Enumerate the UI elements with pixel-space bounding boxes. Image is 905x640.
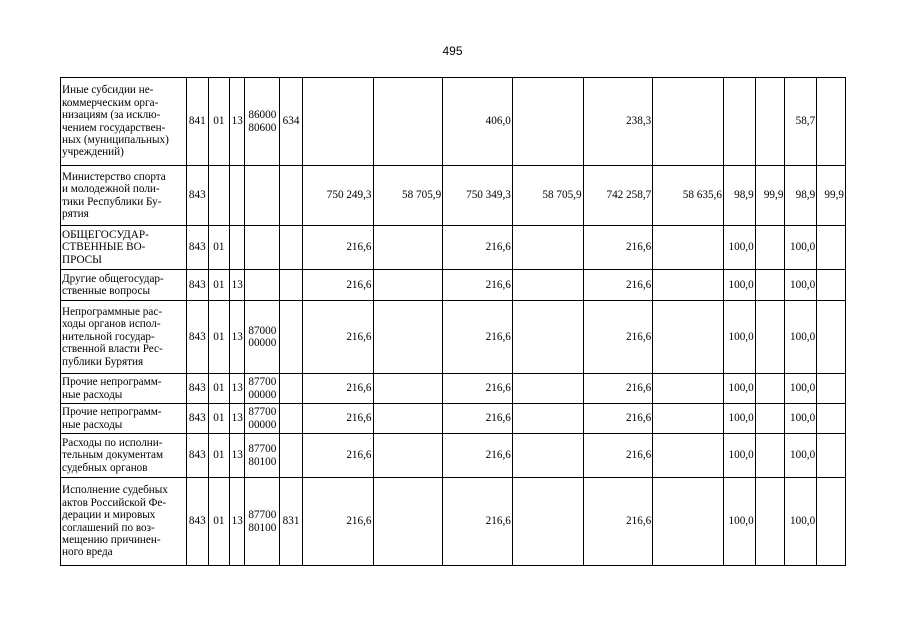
code-line-1: 86000 <box>248 109 277 122</box>
value-cell <box>653 434 724 478</box>
value-cell: 58 705,9 <box>373 166 443 226</box>
value-cell <box>373 78 443 166</box>
subsection-code: 13 <box>230 270 245 301</box>
code-line-1: 87700 <box>248 443 277 456</box>
value-cell: 216,6 <box>302 404 373 434</box>
row-name: Министерство спорта и молодежной поли- тики Республики Бу- рятия <box>61 166 187 226</box>
code-line-2: 80600 <box>248 121 277 134</box>
section-code: 01 <box>208 478 230 566</box>
table-row <box>61 270 846 301</box>
percent-cell: 100,0 <box>723 404 755 434</box>
row-name: Прочие непрограмм- ные расходы <box>61 404 187 434</box>
ministry-code: 843 <box>187 226 209 270</box>
value-cell: 742 258,7 <box>583 166 653 226</box>
value-cell <box>512 478 583 566</box>
value-cell: 216,6 <box>583 404 653 434</box>
target-article-code <box>245 226 280 270</box>
value-cell <box>512 270 583 301</box>
ministry-code: 843 <box>187 478 209 566</box>
subsection-code: 13 <box>230 374 245 404</box>
value-cell <box>373 226 443 270</box>
expense-type-code <box>280 226 303 270</box>
value-cell: 216,6 <box>443 434 513 478</box>
section-code: 01 <box>208 78 230 166</box>
value-cell: 216,6 <box>302 478 373 566</box>
row-name: Другие общегосудар- ственные вопросы <box>61 270 187 301</box>
table-row <box>61 404 846 434</box>
code-line-2: 00000 <box>248 418 277 431</box>
value-cell: 216,6 <box>583 270 653 301</box>
value-cell <box>373 404 443 434</box>
expense-type-code <box>280 404 303 434</box>
percent-cell <box>817 374 846 404</box>
value-cell <box>373 478 443 566</box>
value-cell: 216,6 <box>443 226 513 270</box>
row-name: Непрограммные рас- ходы органов испол- нительной государ- ственной власти Рес- публики Бурятия <box>61 301 187 374</box>
subsection-code: 13 <box>230 478 245 566</box>
percent-cell <box>755 301 785 374</box>
value-cell: 216,6 <box>302 270 373 301</box>
section-code: 01 <box>208 270 230 301</box>
target-article-code <box>245 434 280 478</box>
percent-cell <box>723 78 755 166</box>
value-cell <box>512 404 583 434</box>
value-cell: 216,6 <box>583 478 653 566</box>
subsection-code <box>230 166 245 226</box>
table-row <box>61 301 846 374</box>
percent-cell <box>817 301 846 374</box>
value-cell: 216,6 <box>443 404 513 434</box>
budget-table <box>60 77 846 566</box>
ministry-code: 843 <box>187 166 209 226</box>
value-cell: 58 635,6 <box>653 166 724 226</box>
table-row <box>61 434 846 478</box>
percent-cell: 100,0 <box>785 270 817 301</box>
code-line-2: 00000 <box>248 337 277 349</box>
percent-cell <box>755 270 785 301</box>
expense-type-code: 831 <box>280 478 303 566</box>
row-name: Исполнение судебных актов Российской Фе- дерации и мировых соглашений по воз- мещению причинен- ного вреда <box>61 478 187 566</box>
value-cell: 216,6 <box>443 270 513 301</box>
ministry-code: 843 <box>187 404 209 434</box>
value-cell <box>512 374 583 404</box>
value-cell: 216,6 <box>583 434 653 478</box>
value-cell <box>373 434 443 478</box>
row-name: ОБЩЕГОСУДАР- СТВЕННЫЕ ВО- ПРОСЫ <box>61 226 187 270</box>
section-code: 01 <box>208 301 230 374</box>
subsection-code: 13 <box>230 404 245 434</box>
subsection-code: 13 <box>230 78 245 166</box>
expense-type-code <box>280 270 303 301</box>
value-cell <box>653 374 724 404</box>
value-cell <box>653 226 724 270</box>
code-line-1: 87700 <box>248 509 277 522</box>
percent-cell: 100,0 <box>723 374 755 404</box>
target-article-code <box>245 301 280 374</box>
target-article-code <box>245 270 280 301</box>
percent-cell <box>817 270 846 301</box>
value-cell: 216,6 <box>443 478 513 566</box>
value-cell: 216,6 <box>302 301 373 374</box>
percent-cell <box>755 478 785 566</box>
table-row <box>61 374 846 404</box>
value-cell: 216,6 <box>583 301 653 374</box>
value-cell <box>653 270 724 301</box>
value-cell <box>373 374 443 404</box>
ministry-code: 843 <box>187 374 209 404</box>
ministry-code: 841 <box>187 78 209 166</box>
percent-cell: 100,0 <box>723 301 755 374</box>
percent-cell: 100,0 <box>785 478 817 566</box>
section-code: 01 <box>208 226 230 270</box>
value-cell <box>373 270 443 301</box>
value-cell: 750 249,3 <box>302 166 373 226</box>
ministry-code: 843 <box>187 434 209 478</box>
percent-cell <box>817 434 846 478</box>
target-article-code <box>245 404 280 434</box>
percent-cell: 100,0 <box>785 374 817 404</box>
percent-cell: 100,0 <box>723 270 755 301</box>
percent-cell: 58,7 <box>785 78 817 166</box>
row-name: Расходы по исполни- тельным документам судебных органов <box>61 434 187 478</box>
value-cell <box>512 301 583 374</box>
percent-cell <box>755 404 785 434</box>
ministry-code: 843 <box>187 301 209 374</box>
section-code: 01 <box>208 434 230 478</box>
code-line-2: 80100 <box>248 455 277 468</box>
table-row <box>61 166 846 226</box>
table-row <box>61 226 846 270</box>
value-cell: 216,6 <box>443 301 513 374</box>
value-cell: 750 349,3 <box>443 166 513 226</box>
code-line-1: 87700 <box>248 376 277 389</box>
value-cell <box>512 226 583 270</box>
table-row <box>61 478 846 566</box>
percent-cell: 98,9 <box>723 166 755 226</box>
value-cell <box>653 478 724 566</box>
percent-cell: 100,0 <box>723 226 755 270</box>
percent-cell: 99,9 <box>755 166 785 226</box>
code-line-2: 00000 <box>248 388 277 401</box>
value-cell: 238,3 <box>583 78 653 166</box>
percent-cell: 98,9 <box>785 166 817 226</box>
value-cell <box>512 78 583 166</box>
percent-cell: 100,0 <box>723 478 755 566</box>
row-name: Иные субсидии не- коммерческим орга- низациям (за исклю- чением государствен- ных (муниципальных) учреждений) <box>61 78 187 166</box>
value-cell <box>653 78 724 166</box>
percent-cell <box>755 78 785 166</box>
percent-cell <box>817 478 846 566</box>
value-cell <box>512 434 583 478</box>
percent-cell <box>817 404 846 434</box>
page-number: 495 <box>442 44 463 58</box>
expense-type-code: 634 <box>280 78 303 166</box>
value-cell: 216,6 <box>443 374 513 404</box>
value-cell: 216,6 <box>302 226 373 270</box>
value-cell <box>373 301 443 374</box>
percent-cell <box>755 434 785 478</box>
target-article-code <box>245 478 280 566</box>
value-cell: 406,0 <box>443 78 513 166</box>
section-code: 01 <box>208 374 230 404</box>
percent-cell: 100,0 <box>785 434 817 478</box>
target-article-code <box>245 374 280 404</box>
percent-cell <box>817 226 846 270</box>
percent-cell <box>755 226 785 270</box>
target-article-code <box>245 78 280 166</box>
code-line-1: 87000 <box>248 324 277 337</box>
percent-cell <box>817 78 846 166</box>
table-row <box>61 78 846 166</box>
section-code <box>208 166 230 226</box>
value-cell: 58 705,9 <box>512 166 583 226</box>
percent-cell: 100,0 <box>785 404 817 434</box>
ministry-code: 843 <box>187 270 209 301</box>
subsection-code <box>230 226 245 270</box>
value-cell: 216,6 <box>583 374 653 404</box>
value-cell: 216,6 <box>302 374 373 404</box>
percent-cell: 100,0 <box>723 434 755 478</box>
subsection-code: 13 <box>230 301 245 374</box>
code-line-2: 80100 <box>248 521 277 534</box>
value-cell <box>302 78 373 166</box>
value-cell <box>653 301 724 374</box>
percent-cell: 99,9 <box>817 166 846 226</box>
value-cell <box>653 404 724 434</box>
value-cell: 216,6 <box>583 226 653 270</box>
expense-type-code <box>280 434 303 478</box>
row-name: Прочие непрограмм- ные расходы <box>61 374 187 404</box>
percent-cell: 100,0 <box>785 226 817 270</box>
subsection-code: 13 <box>230 434 245 478</box>
percent-cell <box>755 374 785 404</box>
expense-type-code <box>280 166 303 226</box>
value-cell: 216,6 <box>302 434 373 478</box>
percent-cell: 100,0 <box>785 301 817 374</box>
code-line-1: 87700 <box>248 406 277 419</box>
target-article-code <box>245 166 280 226</box>
section-code: 01 <box>208 404 230 434</box>
expense-type-code <box>280 301 303 374</box>
expense-type-code <box>280 374 303 404</box>
